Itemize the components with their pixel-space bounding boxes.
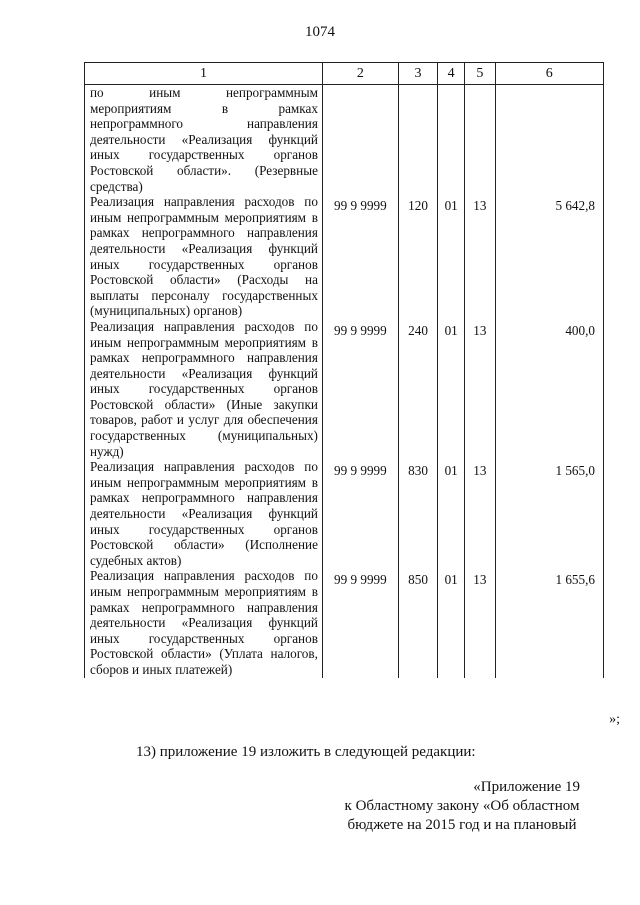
row-target-article: 99 9 9999 [322, 194, 398, 319]
row-description: Реализация направления расходов по иным непрограммным мероприятиям в рамках непрограммного направления деятельности «Реализация функций иных государственных органов Ростовской области» (Исполнение судебных актов) [85, 459, 323, 568]
row-amount: 1 565,0 [495, 459, 603, 568]
closing-quote-mark: »; [609, 712, 620, 727]
header-col-3: 3 [398, 63, 438, 85]
header-col-2: 2 [322, 63, 398, 85]
row-section: 01 [438, 194, 465, 319]
row-subsection: 13 [465, 319, 496, 459]
row-description: Реализация направления расходов по иным непрограммным мероприятиям в рамках непрограммного направления деятельности «Реализация функций иных государственных органов Ростовской области» (Уплата налогов, сборов и иных платежей) [85, 568, 323, 677]
row-section: 01 [438, 459, 465, 568]
appendix-heading [330, 778, 594, 835]
header-col-5: 5 [465, 63, 496, 85]
budget-table [84, 62, 604, 678]
table-header-row [85, 63, 604, 85]
row-section [438, 85, 465, 195]
row-expense-type: 240 [398, 319, 438, 459]
header-col-6: 6 [495, 63, 603, 85]
row-amount: 400,0 [495, 319, 603, 459]
table-row [85, 85, 604, 195]
table-row [85, 194, 604, 319]
row-target-article [322, 85, 398, 195]
table-row [85, 568, 604, 677]
row-expense-type: 120 [398, 194, 438, 319]
table-row [85, 459, 604, 568]
amendment-instruction: 13) приложение 19 изложить в следующей редакции: [136, 744, 476, 760]
page-number: 1074 [305, 24, 335, 40]
row-expense-type [398, 85, 438, 195]
row-subsection [465, 85, 496, 195]
row-amount: 1 655,6 [495, 568, 603, 677]
row-expense-type: 830 [398, 459, 438, 568]
row-target-article: 99 9 9999 [322, 459, 398, 568]
row-section: 01 [438, 319, 465, 459]
row-section: 01 [438, 568, 465, 677]
header-col-4: 4 [438, 63, 465, 85]
row-description: Реализация направления расходов по иным непрограммным мероприятиям в рамках непрограммного направления деятельности «Реализация функций иных государственных органов Ростовской области» (Расходы на выплаты персоналу государственных (муниципальных) органов) [85, 194, 323, 319]
header-col-1: 1 [85, 63, 323, 85]
appendix-line-2: к Областному закону «Об областном [344, 798, 580, 814]
row-description: по иным непрограммным мероприятиям в рамках непрограммного направления деятельности «Реализация функций иных государственных органов Ростовской области». (Резервные средства) [85, 85, 323, 195]
row-target-article: 99 9 9999 [322, 568, 398, 677]
row-subsection: 13 [465, 568, 496, 677]
row-subsection: 13 [465, 194, 496, 319]
row-amount: 5 642,8 [495, 194, 603, 319]
row-target-article: 99 9 9999 [322, 319, 398, 459]
appendix-title: «Приложение 19 [473, 779, 580, 795]
table-row [85, 319, 604, 459]
row-subsection: 13 [465, 459, 496, 568]
appendix-line-3: бюджете на 2015 год и на плановый [347, 817, 577, 833]
row-expense-type: 850 [398, 568, 438, 677]
row-amount [495, 85, 603, 195]
row-description: Реализация направления расходов по иным непрограммным мероприятиям в рамках непрограммного направления деятельности «Реализация функций иных государственных органов Ростовской области» (Иные закупки товаров, работ и услуг для обеспечения государственных (муниципальных) нужд) [85, 319, 323, 459]
